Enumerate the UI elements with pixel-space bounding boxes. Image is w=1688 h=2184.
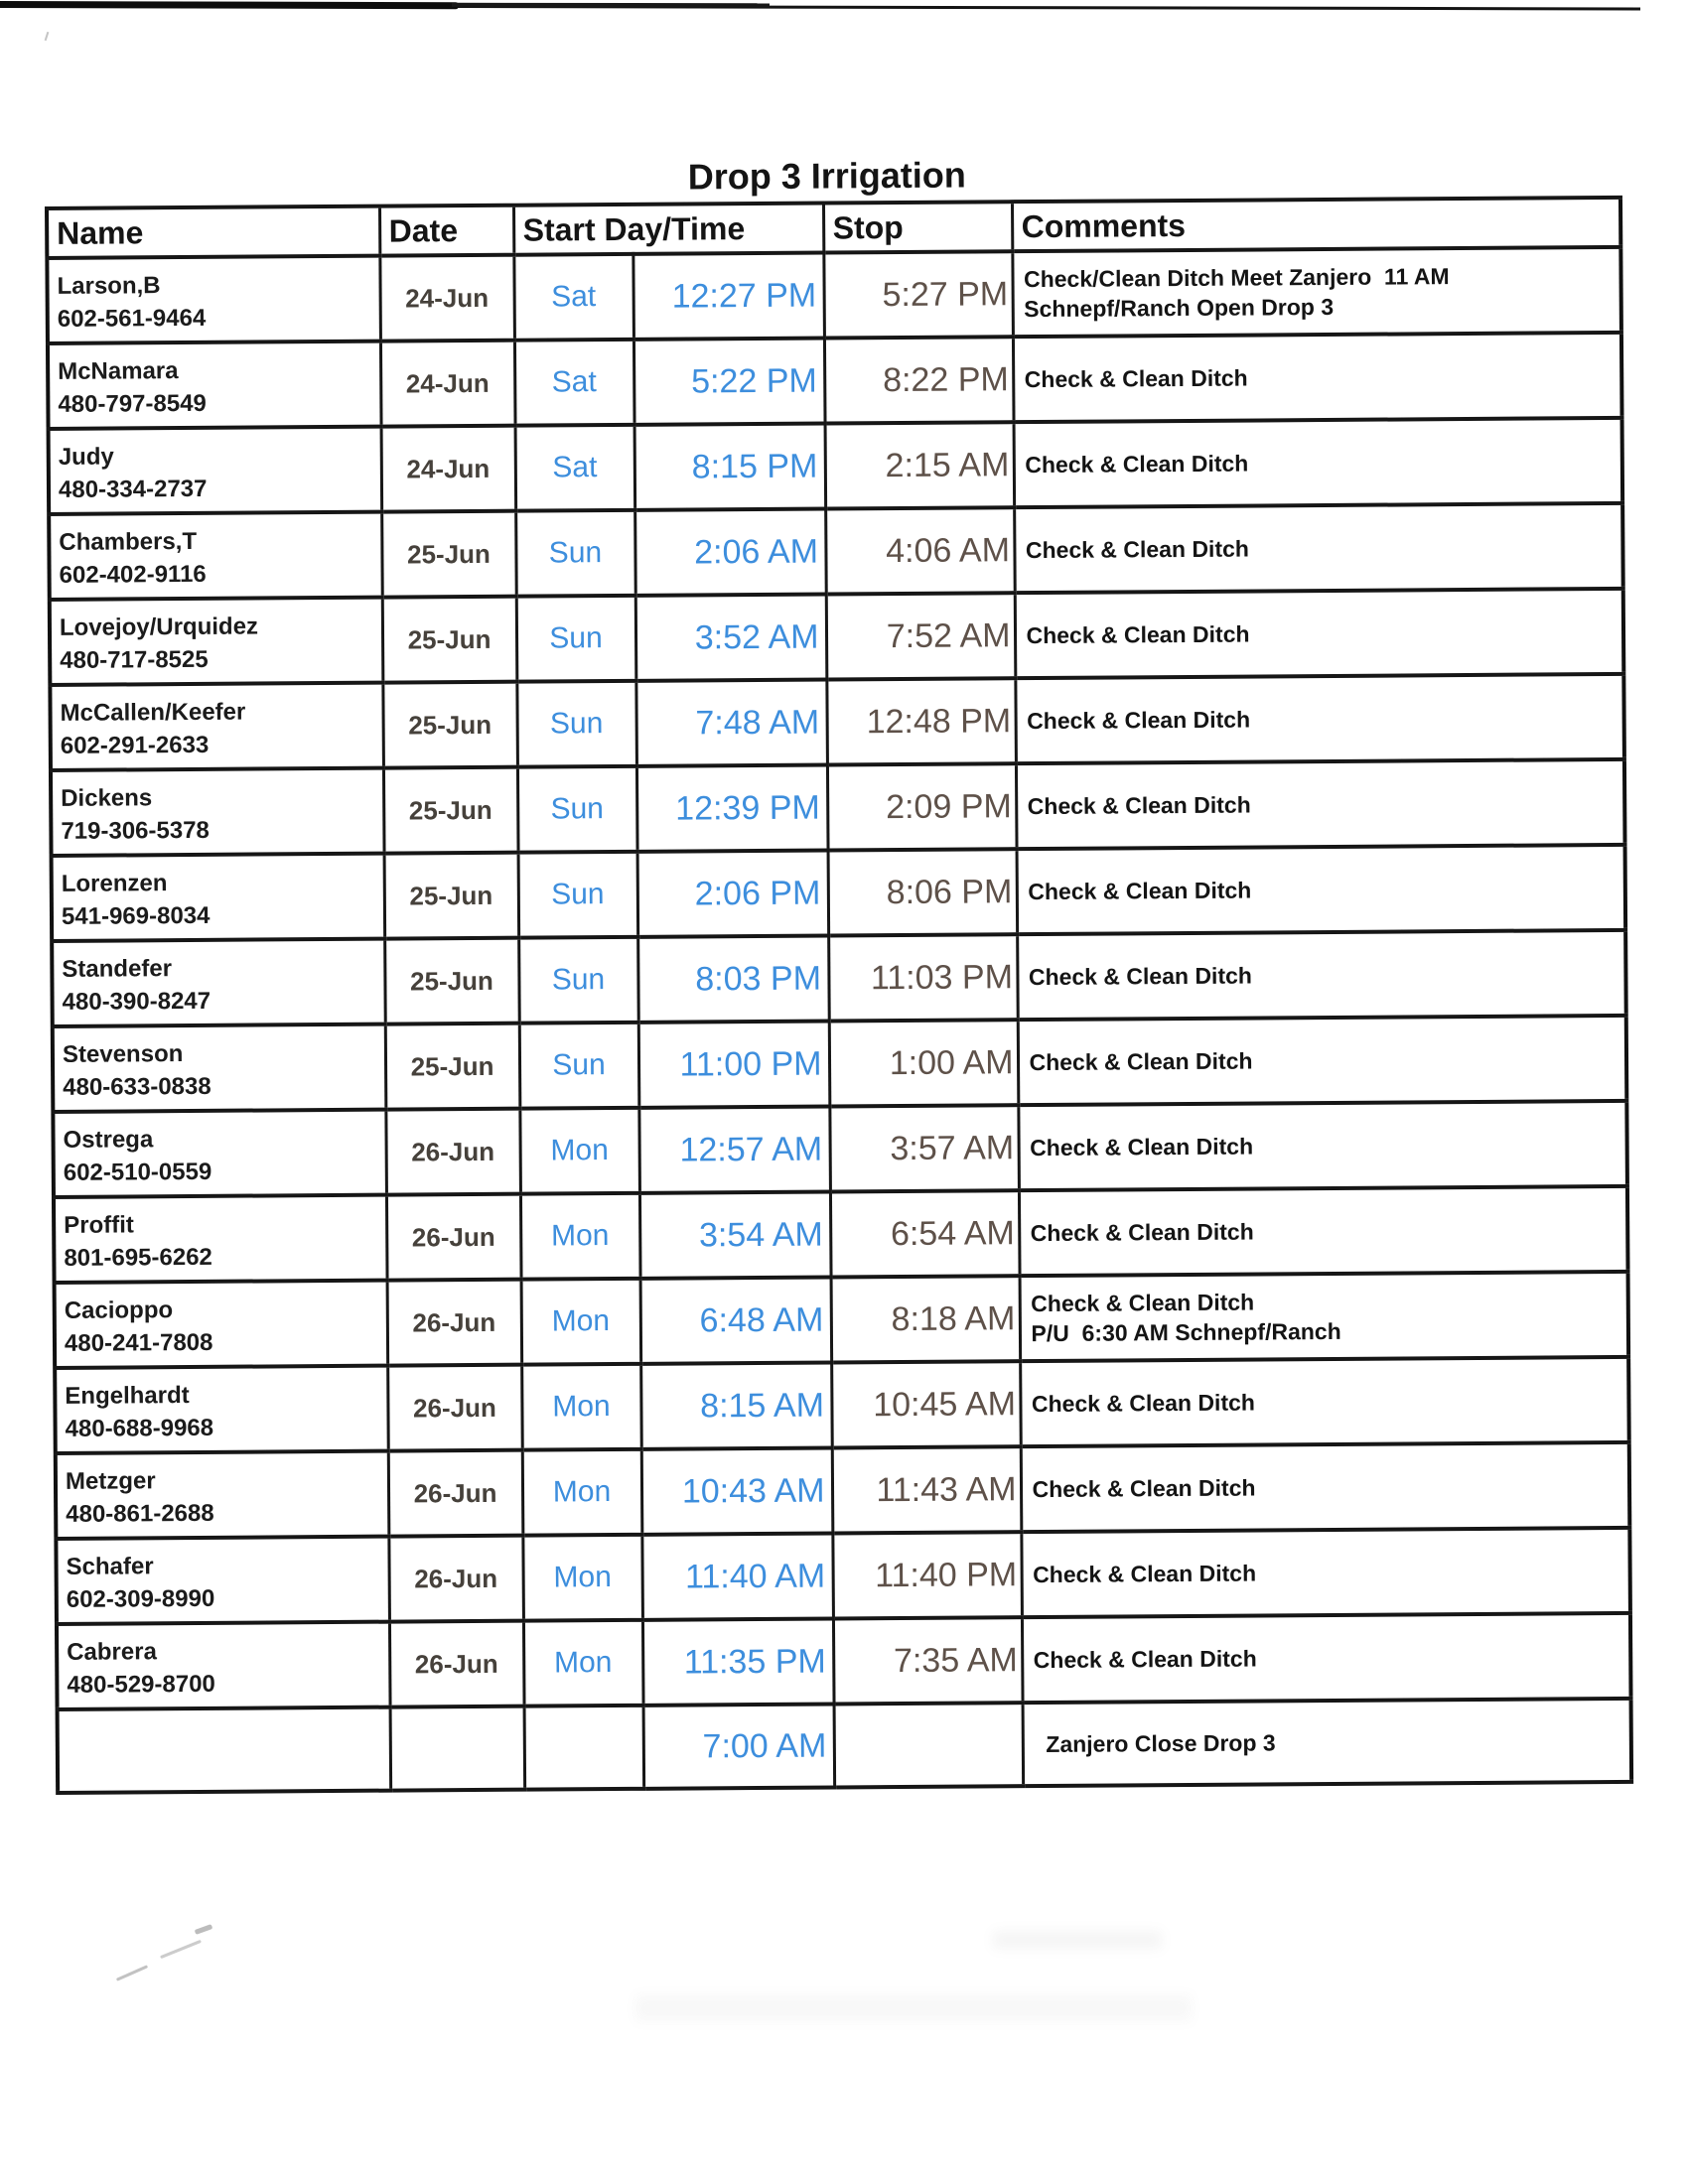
name-cell xyxy=(54,1195,387,1283)
comment-line-1: Check & Clean Ditch xyxy=(1031,1289,1255,1317)
start-day-cell: Sun xyxy=(516,596,636,682)
comment-line-1: Check & Clean Ditch xyxy=(1029,1047,1253,1076)
start-time-cell: 3:52 AM xyxy=(635,595,827,681)
name-cell xyxy=(55,1281,388,1368)
person-name: Judy xyxy=(58,443,114,471)
table-row xyxy=(50,589,1624,685)
comment-cell xyxy=(1023,1699,1632,1786)
phone-number: 480-390-8247 xyxy=(62,987,211,1016)
phone-number: 480-861-2688 xyxy=(66,1499,214,1528)
scan-smudge xyxy=(993,1931,1162,1949)
name-cell xyxy=(52,939,385,1026)
start-time-cell: 3:54 AM xyxy=(639,1192,831,1279)
start-time-cell: 8:15 PM xyxy=(634,424,826,510)
person-name: Larson,B xyxy=(57,271,161,300)
person-name: Ostrega xyxy=(63,1125,154,1154)
table-row xyxy=(55,1272,1629,1368)
comment-line-1: Check & Clean Ditch xyxy=(1028,962,1252,991)
date-cell: 26-Jun xyxy=(389,1621,524,1707)
start-day-cell: Mon xyxy=(522,1449,642,1536)
date-cell: 25-Jun xyxy=(385,1024,520,1110)
start-day-cell: Sun xyxy=(518,937,638,1024)
person-name: Engelhardt xyxy=(65,1381,190,1410)
phone-number: 602-291-2633 xyxy=(60,731,210,759)
date-cell: 25-Jun xyxy=(384,853,519,939)
phone-number: 480-633-0838 xyxy=(63,1072,211,1101)
phone-number: 480-529-8700 xyxy=(67,1670,215,1699)
date-cell: 24-Jun xyxy=(381,426,516,512)
stop-time-cell xyxy=(834,1703,1024,1787)
date-cell xyxy=(390,1706,525,1791)
stop-time-cell: 8:22 PM xyxy=(824,337,1014,423)
start-time-cell: 8:15 AM xyxy=(640,1362,832,1448)
comment-line-1: Check & Clean Ditch xyxy=(1027,706,1251,735)
name-cell xyxy=(52,854,385,941)
start-day-cell: Sat xyxy=(513,254,633,341)
stop-time-cell: 2:09 PM xyxy=(827,763,1017,850)
person-name: Dickens xyxy=(61,783,153,812)
person-name: Lorenzen xyxy=(61,869,168,897)
table-row xyxy=(58,1699,1632,1793)
start-day-cell: Mon xyxy=(521,1364,641,1450)
comment-line-1: Check/Clean Ditch Meet Zanjero 11 AM xyxy=(1023,263,1450,293)
comment-cell xyxy=(1018,1016,1627,1105)
scan-speck xyxy=(45,32,50,41)
comment-cell xyxy=(1021,1442,1630,1532)
column-header-comments: Comments xyxy=(1012,198,1620,251)
phone-number: 602-510-0559 xyxy=(63,1158,212,1186)
comment-line-1: Check & Clean Ditch xyxy=(1024,364,1248,393)
person-name: McCallen/Keefer xyxy=(60,698,246,727)
table-row xyxy=(53,1016,1627,1112)
table-row xyxy=(50,674,1624,770)
start-time-cell: 5:22 PM xyxy=(633,339,825,425)
phone-number: 480-797-8549 xyxy=(58,389,207,418)
stop-time-cell: 11:43 AM xyxy=(832,1446,1022,1533)
start-time-cell: 2:06 PM xyxy=(637,851,829,937)
name-cell xyxy=(51,768,384,856)
table-row xyxy=(56,1528,1630,1624)
name-cell xyxy=(50,598,383,685)
stop-time-cell: 7:52 AM xyxy=(826,593,1016,679)
comment-line-1: Check & Clean Ditch xyxy=(1033,1560,1257,1588)
start-day-cell xyxy=(524,1706,644,1790)
phone-number: 480-717-8525 xyxy=(60,645,209,674)
phone-number: 480-241-7808 xyxy=(64,1328,213,1357)
name-cell xyxy=(53,1024,386,1112)
date-cell: 26-Jun xyxy=(388,1536,523,1622)
name-cell xyxy=(48,341,381,429)
comment-line-1: Check & Clean Ditch xyxy=(1026,620,1250,649)
start-time-cell: 7:00 AM xyxy=(643,1704,835,1788)
table-row xyxy=(52,930,1626,1026)
pencil-scribble xyxy=(160,1940,202,1959)
comment-line-2: P/U 6:30 AM Schnepf/Ranch xyxy=(1031,1317,1341,1347)
date-cell: 24-Jun xyxy=(379,255,514,341)
stop-time-cell: 1:00 AM xyxy=(829,1020,1019,1106)
stop-time-cell: 7:35 AM xyxy=(833,1617,1023,1704)
person-name: Stevenson xyxy=(62,1039,184,1068)
table-row xyxy=(52,845,1626,941)
start-day-cell: Mon xyxy=(520,1193,640,1280)
table-row xyxy=(55,1357,1629,1453)
date-cell: 25-Jun xyxy=(382,597,517,683)
stop-time-cell: 4:06 AM xyxy=(825,507,1015,594)
phone-number: 541-969-8034 xyxy=(61,901,211,930)
comment-cell xyxy=(1020,1357,1629,1446)
start-day-cell: Sun xyxy=(519,1023,639,1109)
name-cell xyxy=(49,427,382,514)
name-cell xyxy=(56,1537,389,1624)
phone-number xyxy=(68,1750,384,1752)
comment-cell xyxy=(1015,674,1624,763)
date-cell: 24-Jun xyxy=(380,341,515,427)
table-row xyxy=(57,1613,1631,1709)
scan-edge-line-mid xyxy=(452,3,770,8)
start-time-cell: 10:43 AM xyxy=(641,1447,833,1534)
name-cell xyxy=(58,1707,391,1793)
person-name: Chambers,T xyxy=(59,527,198,556)
name-cell xyxy=(47,256,380,343)
phone-number: 602-561-9464 xyxy=(57,304,207,333)
person-name: McNamara xyxy=(58,356,179,385)
person-name: Proffit xyxy=(64,1210,134,1239)
comment-line-1: Check & Clean Ditch xyxy=(1031,1389,1255,1418)
date-cell: 26-Jun xyxy=(386,1194,521,1281)
start-time-cell: 11:00 PM xyxy=(638,1022,830,1108)
start-day-cell: Mon xyxy=(521,1279,641,1365)
start-day-cell: Sun xyxy=(517,766,637,853)
phone-number: 602-309-8990 xyxy=(66,1584,215,1613)
date-cell: 26-Jun xyxy=(387,1280,522,1366)
comment-line-1: Check & Clean Ditch xyxy=(1032,1474,1256,1503)
phone-number: 801-695-6262 xyxy=(64,1243,212,1272)
comment-line-1: Check & Clean Ditch xyxy=(1033,1645,1257,1674)
comment-cell xyxy=(1014,418,1623,507)
column-header-date: Date xyxy=(379,205,513,256)
person-name: Lovejoy/Urquidez xyxy=(59,613,259,641)
phone-number: 480-688-9968 xyxy=(65,1414,214,1442)
phone-number: 480-334-2737 xyxy=(58,475,208,503)
person-name: Cabrera xyxy=(67,1637,157,1666)
table-row xyxy=(48,333,1622,429)
comment-line-1: Check & Clean Ditch xyxy=(1030,1218,1254,1247)
name-cell xyxy=(57,1622,390,1709)
start-time-cell: 2:06 AM xyxy=(634,509,826,596)
comment-line-1: Check & Clean Ditch xyxy=(1025,535,1249,564)
person-name xyxy=(68,1750,384,1752)
comment-cell xyxy=(1016,759,1625,849)
start-day-cell: Sun xyxy=(518,852,638,938)
person-name: Metzger xyxy=(65,1466,156,1495)
comment-cell xyxy=(1015,589,1624,678)
start-time-cell: 11:40 AM xyxy=(641,1533,833,1619)
stop-time-cell: 6:54 AM xyxy=(830,1190,1020,1277)
date-cell: 26-Jun xyxy=(388,1450,523,1537)
start-time-cell: 8:03 PM xyxy=(637,936,829,1023)
table-row xyxy=(49,503,1623,600)
comment-line-1: Check & Clean Ditch xyxy=(1028,877,1252,905)
comment-cell xyxy=(1017,845,1626,934)
scan-smudge xyxy=(635,1995,1192,2021)
pencil-scribble xyxy=(116,1965,148,1981)
column-header-name: Name xyxy=(47,206,379,258)
stop-time-cell: 8:18 AM xyxy=(831,1276,1021,1362)
comment-cell xyxy=(1017,930,1626,1020)
comment-cell xyxy=(1021,1528,1630,1617)
comment-cell xyxy=(1022,1613,1631,1703)
start-time-cell: 12:39 PM xyxy=(636,765,828,852)
table-row xyxy=(53,1101,1627,1197)
date-cell: 26-Jun xyxy=(387,1365,522,1451)
name-cell xyxy=(49,512,382,600)
scan-edge-line-thick xyxy=(0,1,459,9)
stop-time-cell: 11:03 PM xyxy=(828,934,1018,1021)
start-day-cell: Sat xyxy=(515,425,635,511)
comment-cell xyxy=(1020,1272,1629,1361)
comment-cell xyxy=(1013,333,1622,422)
comment-cell xyxy=(1018,1101,1627,1190)
comment-cell xyxy=(1014,503,1623,593)
name-cell xyxy=(50,683,383,770)
person-name: Schafer xyxy=(66,1552,154,1580)
start-time-cell: 6:48 AM xyxy=(640,1278,832,1364)
comment-cell xyxy=(1019,1186,1628,1276)
table-row xyxy=(49,418,1623,514)
start-day-cell: Mon xyxy=(519,1108,639,1194)
comment-line-2: Schnepf/Ranch Open Drop 3 xyxy=(1024,293,1335,323)
name-cell xyxy=(53,1110,386,1197)
stop-time-cell: 10:45 AM xyxy=(831,1361,1021,1447)
stop-time-cell: 11:40 PM xyxy=(832,1532,1022,1618)
column-header-start-day-time: Start Day/Time xyxy=(513,204,823,255)
document-sheet xyxy=(45,154,1633,1795)
start-time-cell: 12:27 PM xyxy=(633,253,824,340)
start-time-cell: 7:48 AM xyxy=(635,680,827,766)
start-day-cell: Sun xyxy=(516,681,636,767)
comment-line-1: Zanjero Close Drop 3 xyxy=(1046,1729,1276,1757)
table-body xyxy=(47,247,1631,1793)
stop-time-cell: 2:15 AM xyxy=(825,422,1015,508)
stop-time-cell: 12:48 PM xyxy=(826,678,1016,764)
date-cell: 25-Jun xyxy=(383,767,518,854)
start-day-cell: Sat xyxy=(514,340,634,426)
date-cell: 25-Jun xyxy=(381,511,516,598)
comment-line-1: Check & Clean Ditch xyxy=(1030,1133,1254,1161)
table-row xyxy=(56,1442,1630,1539)
phone-number: 602-402-9116 xyxy=(59,560,207,589)
start-day-cell: Sun xyxy=(515,510,635,597)
comment-line-1: Check & Clean Ditch xyxy=(1027,791,1251,820)
name-cell xyxy=(56,1451,389,1539)
table-row xyxy=(51,759,1625,856)
start-day-cell: Mon xyxy=(523,1620,643,1706)
start-time-cell: 11:35 PM xyxy=(642,1618,834,1705)
start-time-cell: 12:57 AM xyxy=(638,1107,830,1193)
page-title: Drop 3 Irrigation xyxy=(687,154,966,198)
table-row xyxy=(54,1186,1628,1283)
name-cell xyxy=(55,1366,388,1453)
person-name: Standefer xyxy=(62,954,173,983)
date-cell: 26-Jun xyxy=(385,1109,520,1195)
date-cell: 25-Jun xyxy=(384,938,519,1024)
phone-number: 719-306-5378 xyxy=(61,816,210,845)
comment-line-1: Check & Clean Ditch xyxy=(1025,450,1249,478)
stop-time-cell: 5:27 PM xyxy=(823,251,1013,338)
stop-time-cell: 3:57 AM xyxy=(829,1105,1019,1191)
stop-time-cell: 8:06 PM xyxy=(828,849,1018,935)
comment-cell xyxy=(1012,247,1621,337)
table-row xyxy=(47,247,1621,343)
column-header-stop: Stop xyxy=(823,202,1012,252)
date-cell: 25-Jun xyxy=(382,682,517,768)
start-day-cell: Mon xyxy=(522,1535,642,1621)
person-name: Cacioppo xyxy=(64,1296,174,1324)
irrigation-schedule-table xyxy=(45,196,1633,1795)
pencil-scribble xyxy=(195,1924,213,1935)
